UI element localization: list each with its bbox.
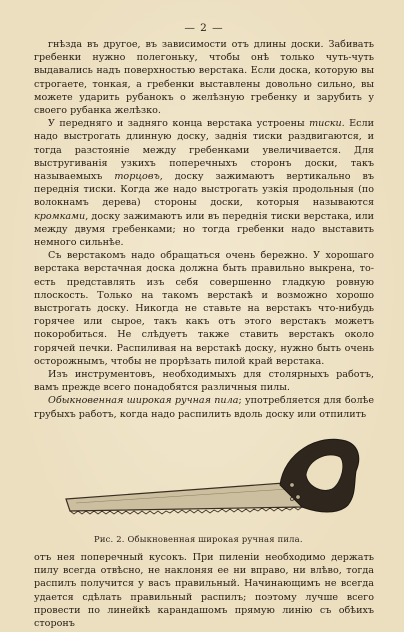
paragraph-4: Изъ инструментовъ, необходимыхъ для столярныхъ работъ, вамъ прежде всего понадобятся различныя пилы. (34, 369, 374, 394)
term-edges: кромками (34, 210, 86, 222)
figure-caption: Рис. 2. Обыкновенная широкая ручная пила. (94, 533, 303, 544)
page-number: — 2 — (184, 22, 224, 34)
paragraph-6: отъ нея поперечный кусокъ. При пиленіи необходимо держать пилу всегда отвѣсно, не наклоняя ее ни вправо, ни влѣво, тогда распилъ получится у васъ правильный. Начинающимъ не всегда удается сдѣлать правильный распилъ; поэтому лучше всего провести по линейкѣ карандашомъ прямую линію съ обѣихъ сторонъ (34, 551, 374, 629)
term-hand-saw: Обыкновенная широкая ручная пила (48, 395, 239, 407)
term-vise: тиски (309, 118, 342, 130)
text-span: , доску зажимаютъ или въ переднія тиски верстака, или между двумя гребенками; но тогда гребенки надо выставить немного сильнѣе. (34, 210, 374, 249)
paragraph-5 (34, 394, 374, 420)
term-end-grain: торцовъ (114, 171, 160, 183)
paragraph-1: гнѣзда въ другое, въ зависимости отъ длины доски. Забивать гребенки нужно полегоньку, чтобы онѣ только чуть-чуть выдавались надъ поверхностью верстака. Если доска, которую вы строгаете, тонкая, а гребенки выставлены довольно сильно, вы можете ударить рубанокъ о желѣзную гребенку и зарубить у своего рубанка желѣзко. (34, 39, 374, 117)
text-span: , доску зажимаютъ вертикально въ переднія тиски. Когда же надо выстрогать узкія продольныя (по волокнамъ дерева) стороны доски, которыя называются (34, 171, 374, 209)
text-span: . Если надо выстрогать длинную доску, заднія тиски раздвигаются, и тогда разстояніе между гребенками увеличивается. Для выстругиванія узкихъ поперечныхъ сторонъ доски, такъ называемыхъ (34, 118, 375, 183)
text-span: ; употребляется для болѣе грубыхъ работъ, когда надо распилить вдоль доску или отпилить (34, 395, 374, 420)
hand-saw-icon (56, 427, 376, 531)
text-span: У передняго и задняго конца верстака устроены (48, 118, 310, 130)
figure-2 (34, 425, 374, 551)
paragraph-2 (34, 117, 374, 249)
paragraph-3: Съ верстакомъ надо обращаться очень бережно. У хорошаго верстака верстачная доска должна быть правильно выкрена, то-есть представлять изъ себя совершенно гладкую ровную плоскость. Только на такомъ верстакѣ и возможно хорошо выстрогать доску. Никогда не ставьте на верстакъ что-нибудь горячее или сырое, такъ какъ отъ этого верстакъ можетъ покоробиться. Не слѣдуетъ также ставить верстакъ около горячей печки. Распиливая на верстакѣ доску, нужно быть очень осторожнымъ, чтобы не прорѣзать пилой край верстака. (34, 250, 374, 367)
